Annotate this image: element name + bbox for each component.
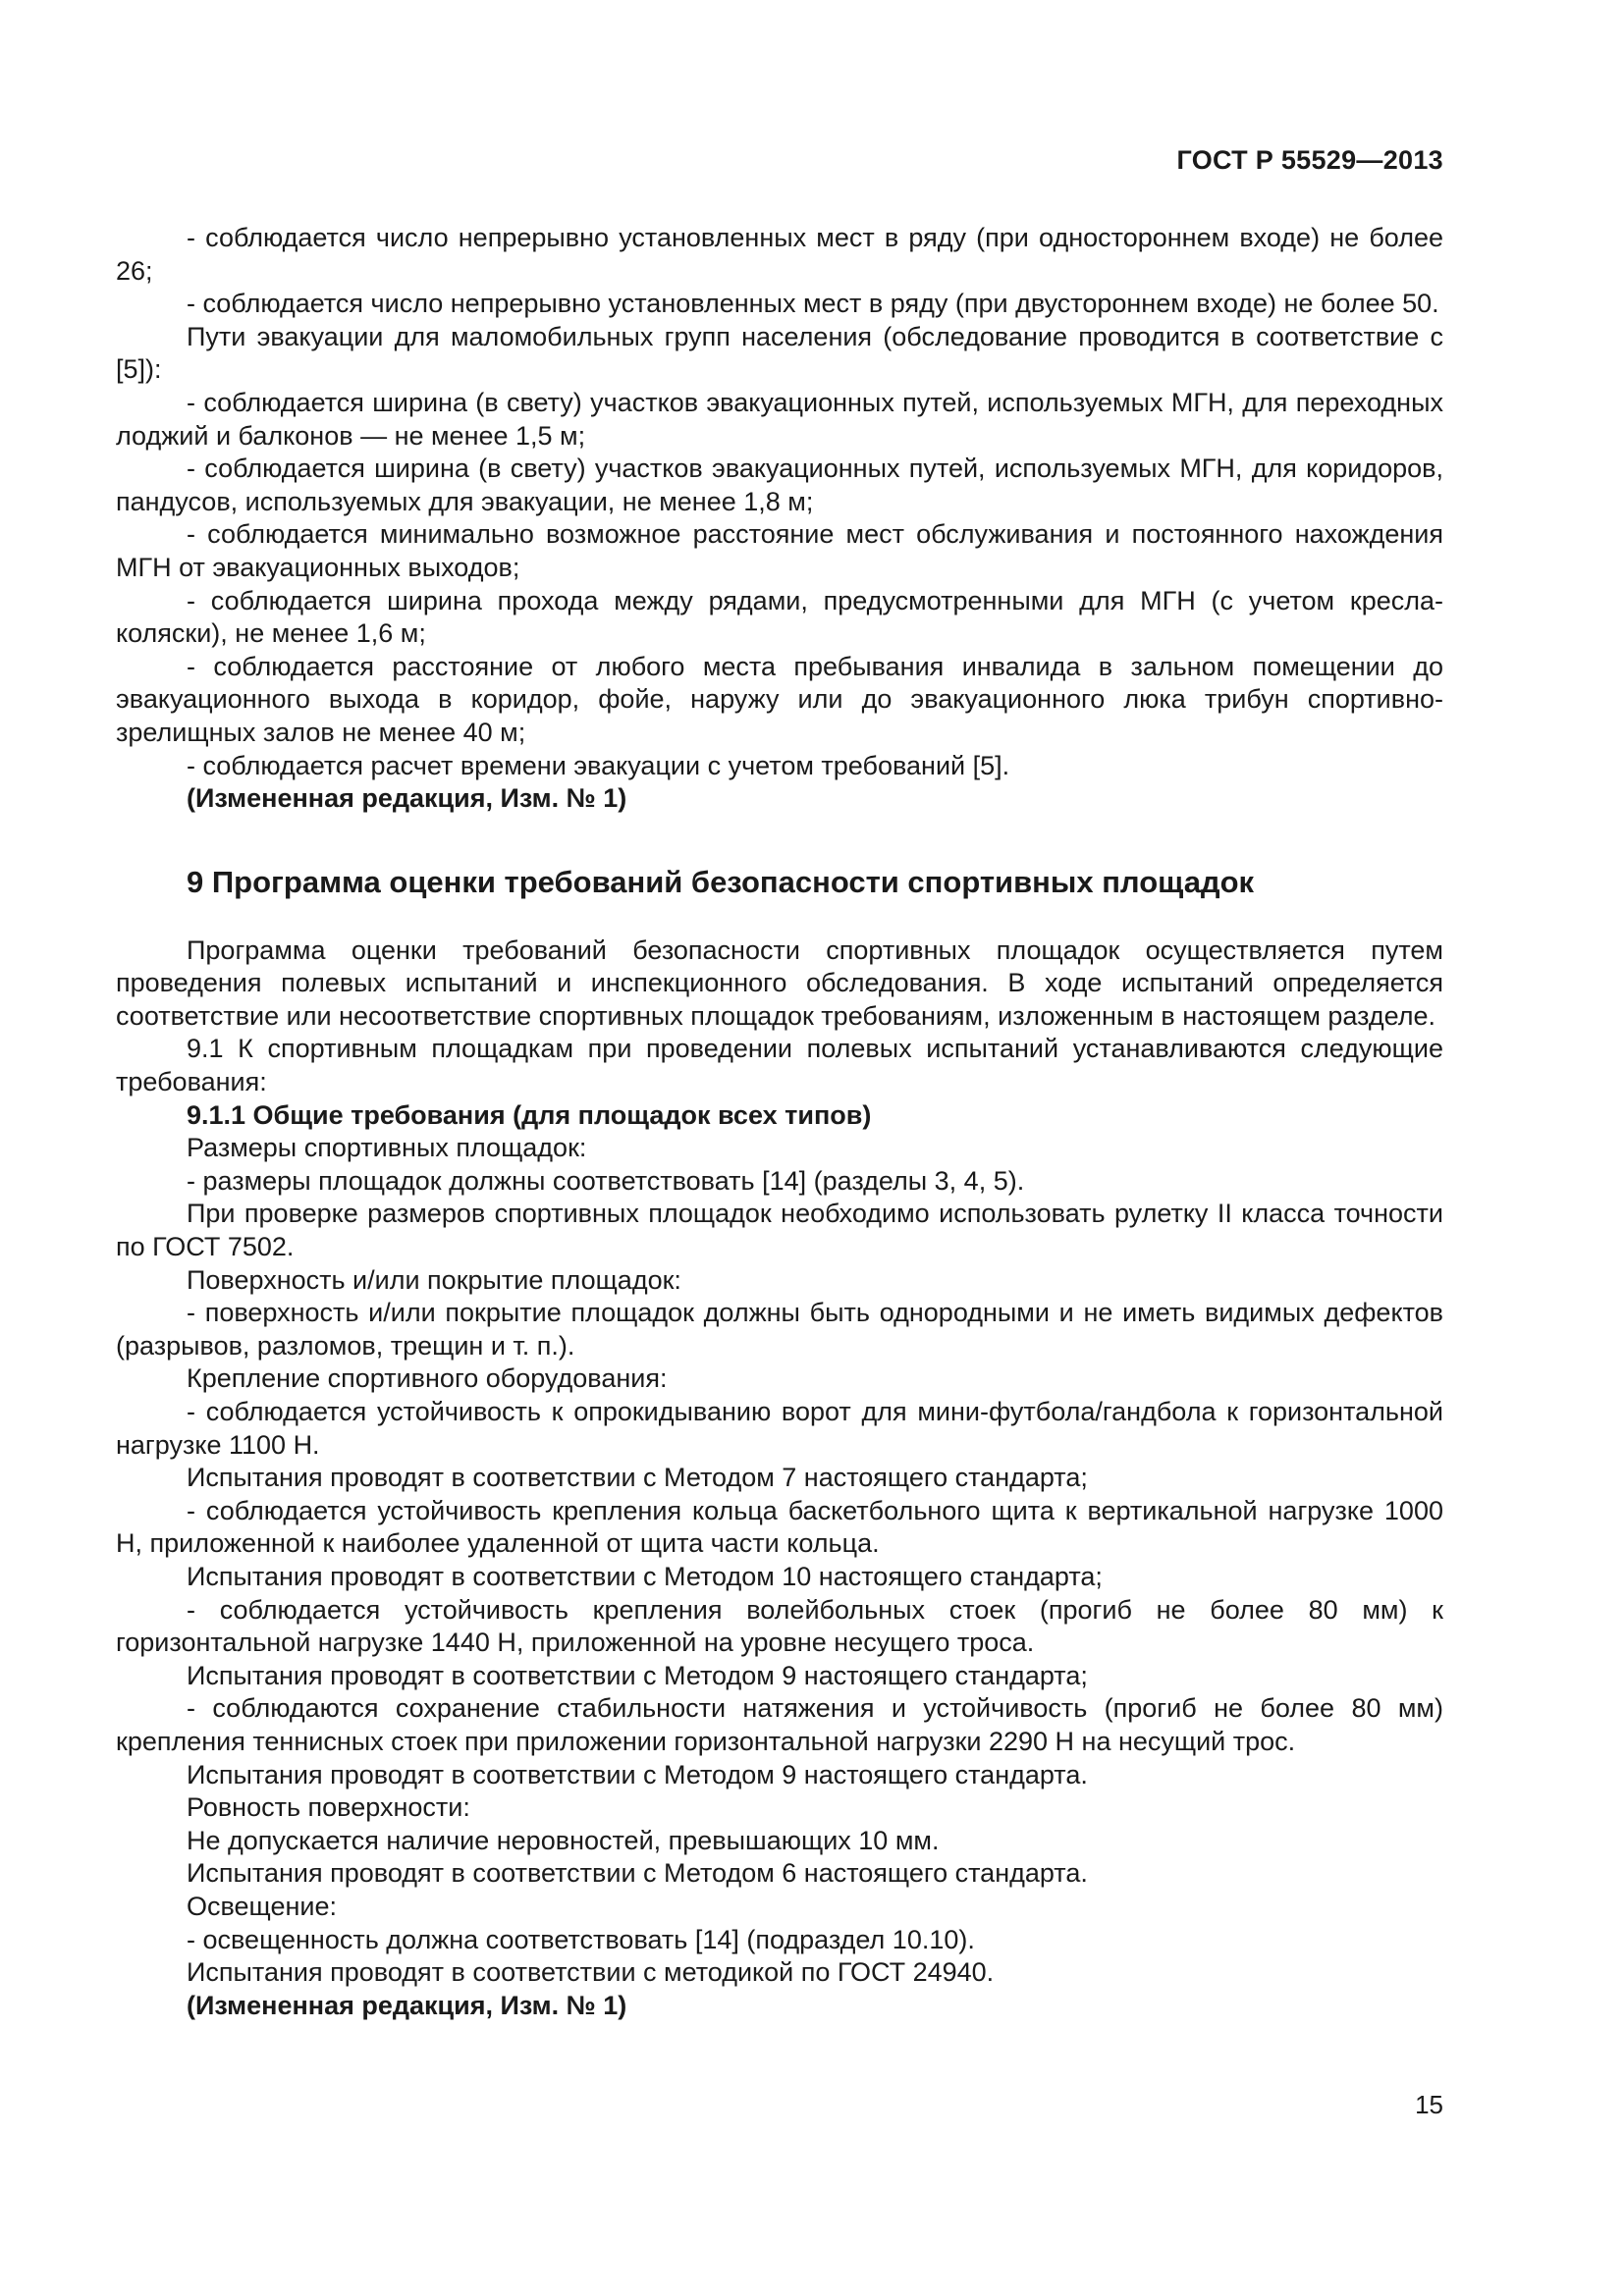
paragraph: - соблюдается число непрерывно установленных мест в ряду (при одностороннем входе) не более 26; [116,223,1443,286]
paragraph: - соблюдается число непрерывно установленных мест в ряду (при двустороннем входе) не более 50. [187,289,1439,319]
paragraph: Испытания проводят в соответствии с Методом 10 настоящего стандарта; [187,1561,1103,1591]
subsection-title: 9.1.1 Общие требования (для площадок всех типов) [187,1099,872,1130]
paragraph: Испытания проводят в соответствии с Методом 7 настоящего стандарта; [187,1463,1088,1493]
document-body [116,222,1443,2022]
paragraph: Ровность поверхности: [187,1792,470,1823]
paragraph: Размеры спортивных площадок: [187,1133,587,1163]
paragraph: Крепление спортивного оборудования: [187,1363,668,1394]
paragraph: 9.1 К спортивным площадкам при проведении полевых испытаний устанавливаются следующие требования: [116,1034,1443,1097]
paragraph: - соблюдается устойчивость крепления кольца баскетбольного щита к вертикальной нагрузке 1000 Н, приложенной к наиболее удаленной от щита части кольца. [116,1495,1443,1559]
amendment-note: (Измененная редакция, Изм. № 1) [187,1990,627,2020]
amendment-note: (Измененная редакция, Изм. № 1) [187,783,627,814]
paragraph: - размеры площадок должны соответствовать [14] (разделы 3, 4, 5). [187,1165,1025,1196]
document-code-header: ГОСТ Р 55529—2013 [1176,145,1443,175]
paragraph: - соблюдается ширина (в свету) участков эвакуационных путей, используемых МГН, для переходных лоджий и балконов — не менее 1,5 м; [116,387,1443,451]
paragraph: - соблюдается устойчивость к опрокидыванию ворот для мини-футбола/гандбола к горизонтальной нагрузке 1100 Н. [116,1397,1443,1460]
paragraph: Испытания проводят в соответствии с методикой по ГОСТ 24940. [187,1957,995,1988]
paragraph: Испытания проводят в соответствии с Методом 9 настоящего стандарта. [187,1759,1088,1789]
paragraph: - соблюдается расстояние от любого места пребывания инвалида в зальном помещении до эвакуационного выхода в коридор, фойе, наружу или до эвакуационного люка трибун спортивно-зрелищных залов не менее 40 м; [116,651,1443,747]
paragraph: - соблюдается ширина прохода между рядами, предусмотренными для МГН (с учетом кресла-коляски), не менее 1,6 м; [116,585,1443,649]
paragraph: - соблюдается расчет времени эвакуации с учетом требований [5]. [187,750,1010,780]
paragraph: - поверхность и/или покрытие площадок должны быть однородными и не иметь видимых дефектов (разрывов, разломов, трещин и т. п.). [116,1298,1443,1361]
paragraph: - соблюдаются сохранение стабильности натяжения и устойчивость (прогиб не более 80 мм) крепления теннисных стоек при приложении горизонтальной нагрузки 2290 Н на несущий трос. [116,1693,1443,1756]
paragraph: Испытания проводят в соответствии с Методом 6 настоящего стандарта. [187,1858,1088,1889]
section-title: 9 Программа оценки требований безопасности спортивных площадок [187,864,1255,899]
document-page [116,0,1443,2296]
paragraph: Не допускается наличие неровностей, превышающих 10 мм. [187,1825,940,1855]
paragraph: - освещенность должна соответствовать [14] (подраздел 10.10). [187,1924,975,1954]
paragraph: Поверхность и/или покрытие площадок: [187,1264,681,1295]
paragraph: - соблюдается ширина (в свету) участков эвакуационных путей, используемых МГН, для коридоров, пандусов, используемых для эвакуации, не менее 1,8 м; [116,454,1443,516]
paragraph: Освещение: [187,1891,337,1921]
paragraph: Испытания проводят в соответствии с Методом 9 настоящего стандарта; [187,1660,1088,1690]
paragraph: Пути эвакуации для маломобильных групп населения (обследование проводится в соответствие с [5]): [116,321,1443,385]
page-number: 15 [1415,2090,1443,2119]
paragraph: - соблюдается минимально возможное расстояние мест обслуживания и постоянного нахождения МГН от эвакуационных выходов; [116,519,1443,582]
paragraph: Программа оценки требований безопасности спортивных площадок осуществляется путем проведения полевых испытаний и инспекционного обследования. В ходе испытаний определяется соответствие или несоответствие спортивных площадок требованиям, изложенным в настоящем разделе. [116,934,1443,1031]
paragraph: - соблюдается устойчивость крепления волейбольных стоек (прогиб не более 80 мм) к горизонтальной нагрузке 1440 Н, приложенной на уровне несущего троса. [116,1594,1443,1658]
paragraph: При проверке размеров спортивных площадок необходимо использовать рулетку II класса точности по ГОСТ 7502. [116,1199,1443,1262]
